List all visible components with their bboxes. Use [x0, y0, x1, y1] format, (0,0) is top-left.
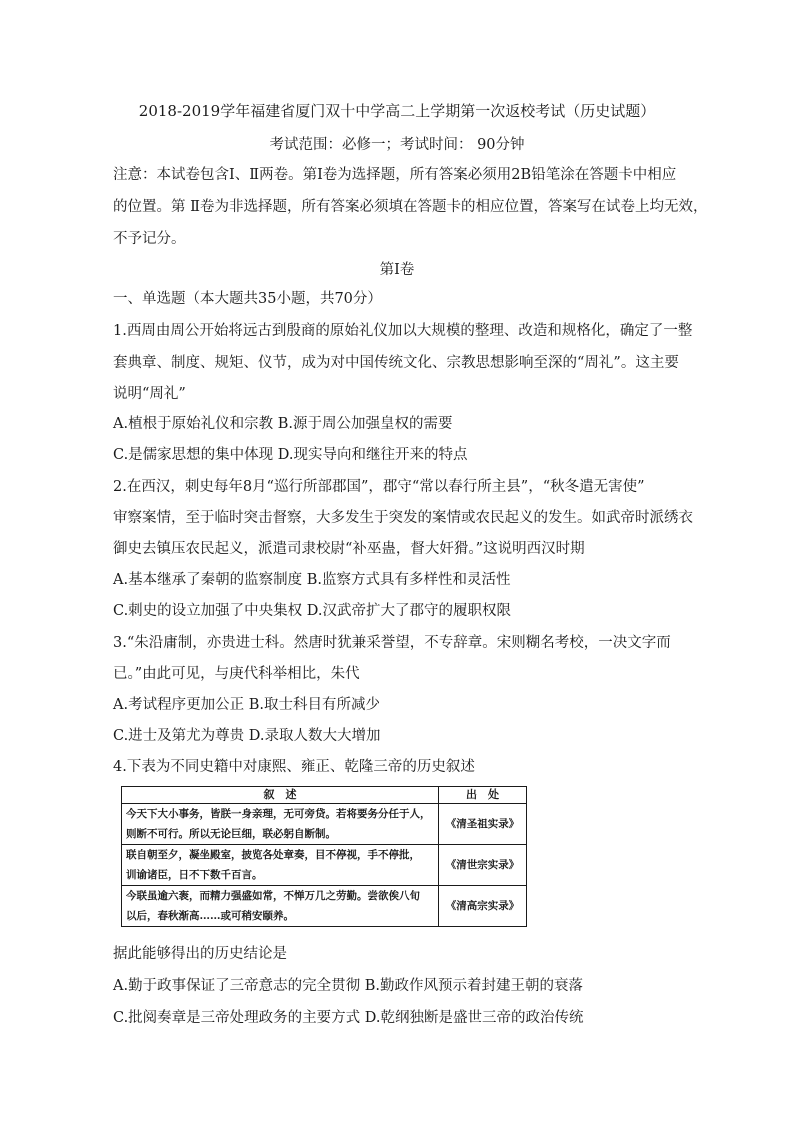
table-row	[122, 804, 527, 845]
exam-title: 2018-2019学年福建省厦门双十中学高二上学期第一次返校考试（历史试题）	[138, 102, 656, 120]
question-4-options: A.勤于政事保证了三帝意志的完全贯彻 B.勤政作风预示着封建王朝的衰落	[113, 978, 583, 994]
question-2-options: C.刺史的设立加强了中央集权 D.汉武帝扩大了郡守的履职权限	[113, 603, 512, 619]
question-2-stem: 审察案情，至于临时突击督察，大多发生于突发的案情或农民起义的发生。如武帝时派绣衣	[113, 510, 693, 526]
question-1-options: C.是儒家思想的集中体现 D.现实导向和继往开来的特点	[113, 447, 468, 463]
table-header-row	[122, 787, 527, 804]
table-cell-source: 《清高宗实录》	[439, 886, 527, 927]
table-cell-source: 《清世宗实录》	[439, 845, 527, 886]
question-3-options: A.考试程序更加公正 B.取士科目有所减少	[113, 697, 380, 713]
question-2-stem: 2.在西汉，刺史每年8月“巡行所部郡国”，郡守“常以春行所主县”，“秋冬遣无害使”	[113, 479, 645, 495]
question-3-stem: 已。”由此可见，与庚代科举相比，朱代	[113, 666, 360, 682]
question-1-stem: 1.西周由周公开始将远古到殷商的原始礼仪加以大规模的整理、改造和规格化，确定了一整	[113, 323, 693, 339]
table-header-source: 出 处	[439, 787, 527, 804]
question-2-stem: 御史去镇压农民起义，派遣司隶校尉“补巫蛊，督大奸猾。”这说明西汉时期	[113, 541, 585, 557]
question-4-lead: 据此能够得出的历史结论是	[113, 946, 287, 962]
table-cell-narrative: 今天下大小事务，皆朕一身亲理，无可旁贷。若将要务分任于人， 则断不可行。所以无论巨细，联必躬自断制。	[122, 804, 439, 845]
section-title: 第Ⅰ卷	[379, 262, 415, 278]
question-3-options: C.进士及第尤为尊贵 D.录取人数大大增加	[113, 728, 381, 744]
notice-line: 不予记分。	[113, 231, 186, 247]
table-cell-narrative: 今联虽逾六袠，而精力强盛如常，不惮万几之劳勤。尝欲俟八旬 以后，春秋渐高……或可稍安颐养。	[122, 886, 439, 927]
table-row	[122, 886, 527, 927]
question-1-stem: 套典章、制度、规矩、仪节，成为对中国传统文化、宗教思想影响至深的“周礼”。这主要	[113, 355, 679, 371]
table-header-narrative: 叙 述	[122, 787, 439, 804]
table-row	[122, 845, 527, 886]
notice-line: 的位置。第 Ⅱ卷为非选择题，所有答案必须填在答题卡的相应位置，答案写在试卷上均无效，	[113, 199, 708, 215]
question-4-options: C.批阅奏章是三帝处理政务的主要方式 D.乾纲独断是盛世三帝的政治传统	[113, 1010, 584, 1026]
part-heading: 一、单选题（本大题共35小题，共70分）	[113, 291, 382, 307]
question-1-options: A.植根于原始礼仪和宗教 B.源于周公加强皇权的需要	[113, 416, 453, 432]
exam-info: 考试范围：必修一；考试时间： 90分钟	[269, 137, 525, 153]
history-table	[121, 786, 527, 927]
notice-line: 注意：本试卷包含Ⅰ、Ⅱ两卷。第Ⅰ卷为选择题，所有答案必须用2B铅笔涂在答题卡中相应	[113, 167, 677, 183]
question-4-stem: 4.下表为不同史籍中对康熙、雍正、乾隆三帝的历史叙述	[113, 759, 475, 775]
question-3-stem: 3.“朱沿庸制，亦贵进士科。然唐时犹兼采誉望，不专辞章。宋则糊名考校，一决文字而	[113, 635, 671, 651]
question-2-options: A.基本继承了秦朝的监察制度 B.监察方式具有多样性和灵活性	[113, 572, 511, 588]
table-cell-narrative: 联自朝至夕，凝坐殿室，披览各处章奏，目不停视，手不停批， 训谕诸臣，日不下数千百言。	[122, 845, 439, 886]
question-1-stem: 说明“周礼”	[113, 386, 186, 402]
table-cell-source: 《清圣祖实录》	[439, 804, 527, 845]
